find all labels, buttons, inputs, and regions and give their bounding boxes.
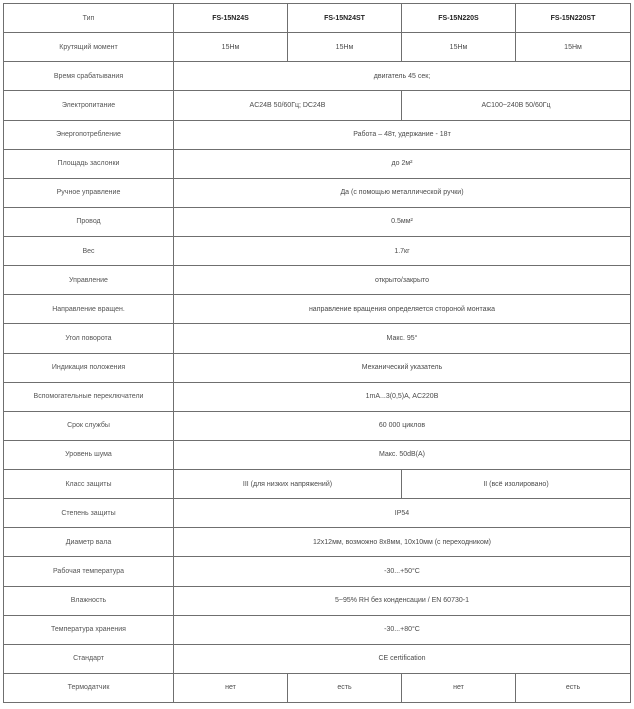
row-rotation-angle [4,324,631,353]
row-thermal-sensor [4,673,631,702]
protection-class-insulated-value: II (всё изолировано) [402,470,631,499]
control-value: открыто/закрыто [174,266,631,295]
damper-area-value: до 2м² [174,149,631,178]
row-position-indication [4,353,631,382]
standard-label: Стандарт [4,644,174,673]
service-life-value: 60 000 циклов [174,411,631,440]
row-service-life [4,411,631,440]
torque-label: Крутящий момент [4,33,174,62]
model-fs-15n220st: FS-15N220ST [516,4,631,33]
model-fs-15n24st: FS-15N24ST [288,4,402,33]
torque-value: 15Нм [516,33,631,62]
power-consumption-label: Энергопотребление [4,120,174,149]
torque-value: 15Нм [402,33,516,62]
storage-temp-value: -30...+80°C [174,615,631,644]
row-torque [4,33,631,62]
torque-value: 15Нм [288,33,402,62]
model-fs-15n24s: FS-15N24S [174,4,288,33]
noise-level-value: Макс. 50dB(A) [174,440,631,469]
row-protection-class [4,470,631,499]
type-label: Тип [4,4,174,33]
row-ingress-protection [4,499,631,528]
row-damper-area [4,149,631,178]
thermal-sensor-value: есть [516,673,631,702]
row-power-consumption [4,120,631,149]
header-row [4,4,631,33]
row-weight [4,237,631,266]
operating-temp-value: -30...+50°C [174,557,631,586]
row-standard [4,644,631,673]
damper-area-label: Площадь заслонки [4,149,174,178]
manual-control-label: Ручное управление [4,178,174,207]
row-rotation-direction [4,295,631,324]
row-power-supply [4,91,631,120]
row-response-time [4,62,631,91]
shaft-diameter-label: Диаметр вала [4,528,174,557]
humidity-label: Влажность [4,586,174,615]
torque-value: 15Нм [174,33,288,62]
protection-class-low-voltage-value: III (для низких напряжений) [174,470,402,499]
position-indication-label: Индикация положения [4,353,174,382]
storage-temp-label: Температура хранения [4,615,174,644]
row-manual-control [4,178,631,207]
row-aux-switches [4,382,631,411]
power-consumption-value: Работа – 48т, удержание - 18т [174,120,631,149]
row-wire [4,207,631,236]
operating-temp-label: Рабочая температура [4,557,174,586]
service-life-label: Срок службы [4,411,174,440]
row-noise-level [4,440,631,469]
response-time-label: Время срабатывания [4,62,174,91]
spec-table [3,3,631,703]
weight-label: Вес [4,237,174,266]
power-supply-label: Электропитание [4,91,174,120]
rotation-direction-value: направление вращения определяется стороной монтажа [174,295,631,324]
row-control [4,266,631,295]
power-supply-24v-value: AC24В 50/60Гц; DC24В [174,91,402,120]
aux-switches-value: 1mA...3(0,5)A, AC220В [174,382,631,411]
row-shaft-diameter [4,528,631,557]
shaft-diameter-value: 12x12мм, возможно 8x8мм, 10x10мм (с переходником) [174,528,631,557]
noise-level-label: Уровень шума [4,440,174,469]
wire-value: 0.5мм² [174,207,631,236]
thermal-sensor-value: есть [288,673,402,702]
ingress-protection-value: IP54 [174,499,631,528]
wire-label: Провод [4,207,174,236]
row-storage-temp [4,615,631,644]
model-fs-15n220s: FS-15N220S [402,4,516,33]
row-humidity [4,586,631,615]
manual-control-value: Да (с помощью металлической ручки) [174,178,631,207]
power-supply-220v-value: AC100~240В 50/60Гц [402,91,631,120]
aux-switches-label: Вспомогательные переключатели [4,382,174,411]
thermal-sensor-value: нет [174,673,288,702]
weight-value: 1.7кг [174,237,631,266]
rotation-angle-label: Угол поворота [4,324,174,353]
rotation-direction-label: Направление вращен. [4,295,174,324]
control-label: Управление [4,266,174,295]
response-time-value: двигатель 45 сек; [174,62,631,91]
thermal-sensor-label: Термодатчик [4,673,174,702]
standard-value: CE certification [174,644,631,673]
humidity-value: 5~95% RH без конденсации / EN 60730-1 [174,586,631,615]
rotation-angle-value: Макс. 95° [174,324,631,353]
protection-class-label: Класс защиты [4,470,174,499]
position-indication-value: Механический указатель [174,353,631,382]
thermal-sensor-value: нет [402,673,516,702]
ingress-protection-label: Степень защиты [4,499,174,528]
row-operating-temp [4,557,631,586]
